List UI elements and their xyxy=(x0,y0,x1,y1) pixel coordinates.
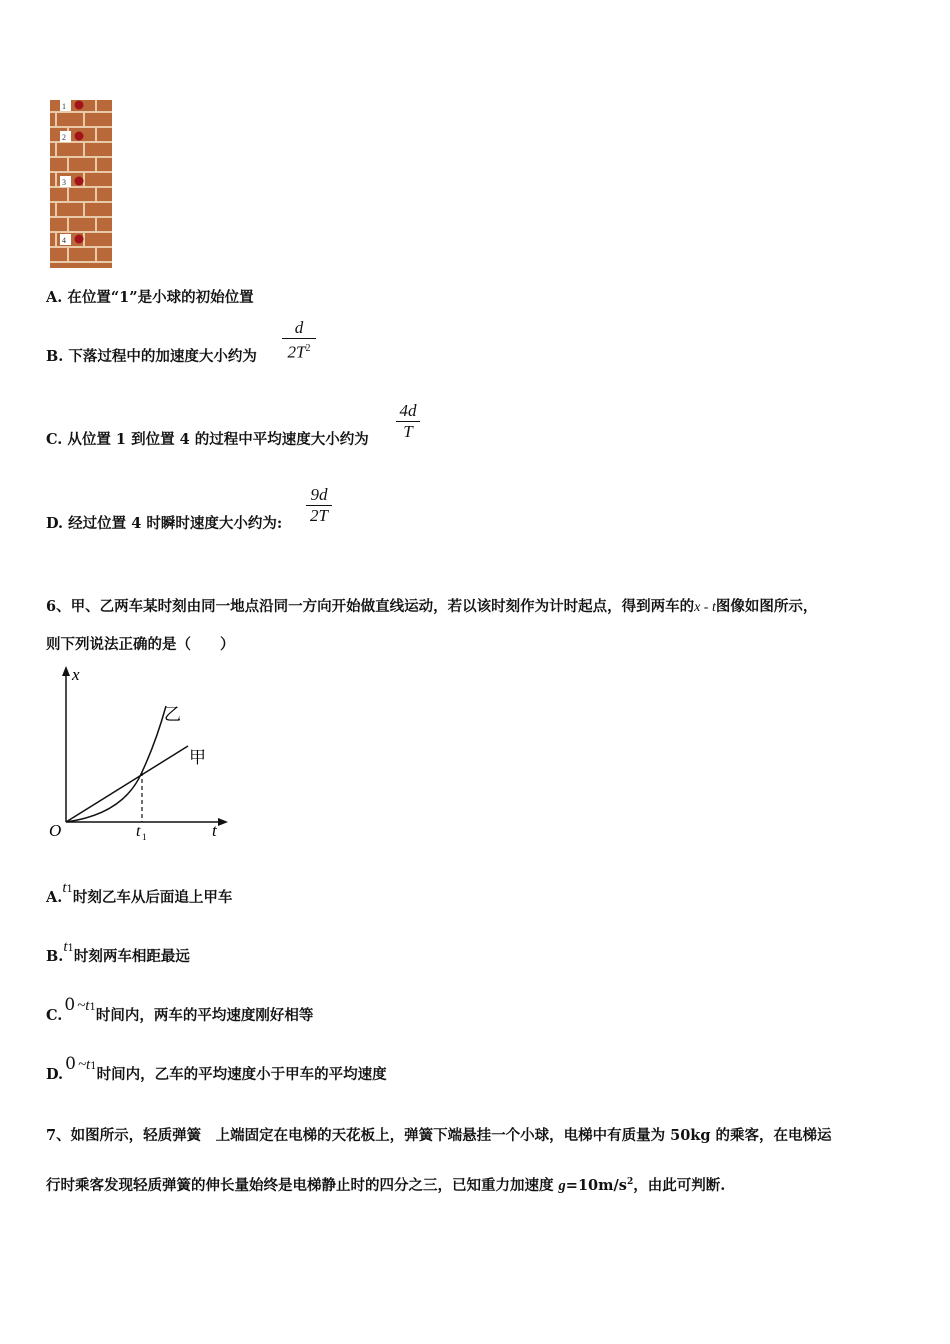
q5-option-a xyxy=(46,286,254,307)
option-math-sub: 1 xyxy=(89,1002,96,1013)
t1-label-sub: 1 xyxy=(142,832,147,842)
q6-stem-line2 xyxy=(46,633,235,654)
option-letter: A. xyxy=(46,889,63,906)
fraction-numerator: d xyxy=(294,318,304,337)
q7-line2-text-c: ，由此可判断. xyxy=(633,1177,726,1194)
position-label: 3 xyxy=(62,178,66,187)
xt-graph-svg xyxy=(44,662,234,842)
q7-gravity-value: =10m/s xyxy=(565,1177,627,1194)
fraction-exponent: 2 xyxy=(305,343,311,354)
fraction-numerator: 4d xyxy=(399,401,417,420)
q5-option-c-text: C. 从位置 1 到位置 4 的过程中平均速度大小约为 xyxy=(46,431,369,448)
option-math-zero: 0 xyxy=(64,995,76,1015)
q6-option-a xyxy=(46,876,233,906)
curve-yi xyxy=(66,706,166,822)
q6-stem-line2-text: 则下列说法正确的是（ ） xyxy=(46,636,235,653)
q6-xt-graph xyxy=(44,662,234,842)
q5-option-b-text: B. 下落过程中的加速度大小约为 xyxy=(46,348,257,365)
q6-option-c xyxy=(46,994,314,1024)
q7-stem-line1 xyxy=(46,1124,832,1145)
option-math-sub: 1 xyxy=(67,943,74,954)
q5-option-b-fraction xyxy=(282,318,316,363)
q7-line1-text: 7、如图所示，轻质弹簧 上端固定在电梯的天花板上，弹簧下端悬挂一个小球，电梯中有质量为 50kg 的乘客，在电梯运 xyxy=(46,1127,832,1144)
origin-label: O xyxy=(49,821,62,840)
option-text: 时刻乙车从后面追上甲车 xyxy=(72,889,233,906)
fraction-denominator xyxy=(282,338,316,363)
q6-option-d xyxy=(46,1053,387,1083)
q5-option-d-fraction xyxy=(306,485,332,526)
position-label: 1 xyxy=(62,102,66,111)
option-letter: C. xyxy=(46,1007,63,1024)
option-math-sub: 1 xyxy=(90,1061,97,1072)
q7-gravity-exponent: 2 xyxy=(626,1177,634,1188)
q7-stem-line2 xyxy=(46,1174,725,1195)
q5-option-c xyxy=(46,428,369,449)
line-jia xyxy=(66,746,188,822)
option-math-t: t xyxy=(63,939,68,955)
brick-wall-image xyxy=(46,100,112,268)
option-math-zero: 0 xyxy=(65,1054,76,1074)
q7-line2-text-a: 行时乘客发现轻质弹簧的伸长量始终是电梯静止时的四分之三，已知重力加速度 xyxy=(46,1177,559,1194)
option-letter: B. xyxy=(46,948,64,965)
fraction-denominator: T xyxy=(396,421,420,442)
fraction-denominator: 2T xyxy=(306,505,332,526)
option-math-t: ~t xyxy=(77,1057,91,1073)
curve-yi-label: 乙 xyxy=(164,705,181,724)
t1-label: t xyxy=(136,823,141,840)
q5-option-d-text: D. 经过位置 4 时瞬时速度大小约为: xyxy=(46,515,283,532)
x-axis-arrow-icon xyxy=(218,818,228,826)
fraction-numerator: 9d xyxy=(310,485,328,504)
position-label: 2 xyxy=(62,133,66,142)
q5-option-c-fraction xyxy=(396,401,420,442)
q6-option-b xyxy=(46,935,190,965)
option-math-sub: 1 xyxy=(66,884,73,895)
position-label: 4 xyxy=(62,236,66,245)
q5-option-d xyxy=(46,512,282,533)
brick-wall-figure xyxy=(46,100,112,268)
x-axis-label: t xyxy=(212,821,217,840)
line-jia-label: 甲 xyxy=(189,748,206,767)
y-axis-label: x xyxy=(72,665,80,684)
fraction-denominator-text: 2T xyxy=(287,342,306,362)
option-text: 时刻两车相距最远 xyxy=(73,948,190,965)
q6-stem-math: x - t xyxy=(694,600,716,615)
option-text: 时间内，乙车的平均速度小于甲车的平均速度 xyxy=(96,1066,387,1083)
q6-stem-text-a: 6、甲、乙两车某时刻由同一地点沿同一方向开始做直线运动，若以该时刻作为计时起点，得到两车的 xyxy=(46,598,695,615)
option-math-t: t xyxy=(62,880,67,896)
option-text: 时间内，两车的平均速度刚好相等 xyxy=(95,1007,314,1024)
option-letter: D. xyxy=(46,1066,64,1083)
y-axis-arrow-icon xyxy=(62,666,70,676)
q7-gravity-symbol: g xyxy=(558,1178,566,1194)
q6-stem-line1 xyxy=(46,595,817,616)
option-math-t: ~t xyxy=(77,998,90,1014)
q5-option-b xyxy=(46,345,257,366)
q5-option-a-text: A. 在位置“1”是小球的初始位置 xyxy=(46,289,254,306)
q6-stem-text-b: 图像如图所示， xyxy=(715,598,818,615)
